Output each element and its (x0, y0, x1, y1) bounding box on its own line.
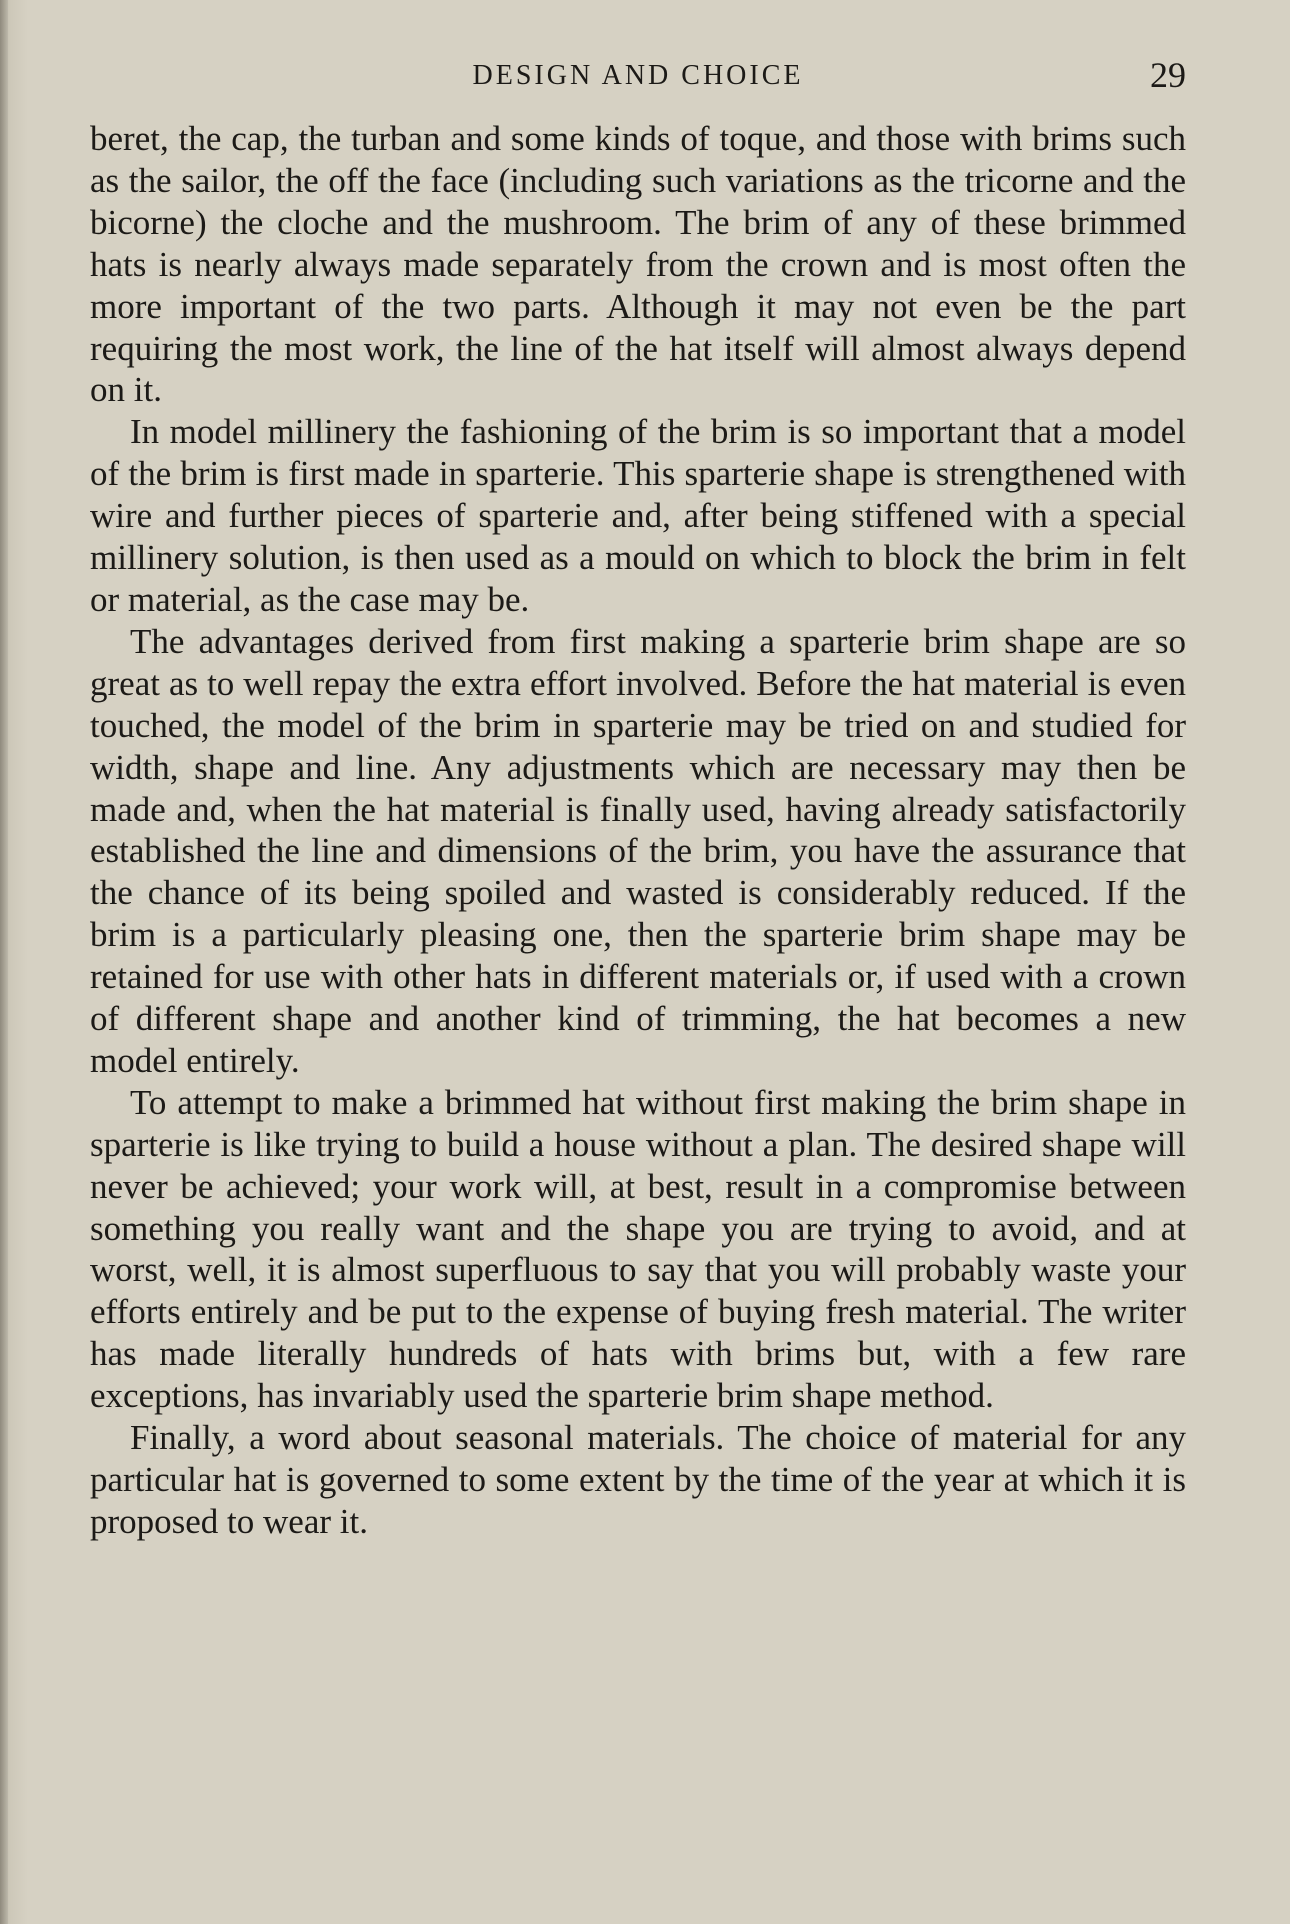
page-number: 29 (1150, 55, 1186, 95)
binding-edge (0, 0, 8, 1924)
paragraph: Finally, a word about seasonal materials. The choice of material for any particular hat is governed to some extent by the time of the year at which it is proposed to wear it. (90, 1418, 1186, 1541)
running-head (90, 54, 1186, 104)
body-text (90, 118, 1186, 1543)
paragraph: In model millinery the fashioning of the brim is so important that a model of the brim is first made in sparterie. This sparterie shape is strengthened with wire and further pieces of sparterie and, after being stiffened with a special millinery solution, is then used as a mould on which to block the brim in felt or material, as the case may be. (90, 412, 1186, 619)
paragraph: The advantages derived from first making a sparterie brim shape are so great as to well repay the extra effort involved. Before the hat material is even touched, the model of the brim in sparterie may be tried on and studied for width, shape and line. Any adjustments which are necessary may then be made and, when the hat material is finally used, having already satisfactorily established the line and dimensions of the brim, you have the assurance that the chance of its being spoiled and wasted is considerably reduced. If the brim is a particularly pleasing one, then the sparterie brim shape may be retained for use with other hats in different materials or, if used with a crown of different shape and another kind of trimming, the hat becomes a new model entirely. (90, 621, 1186, 1080)
running-title: DESIGN AND CHOICE (472, 60, 804, 91)
paragraph-continued: beret, the cap, the turban and some kinds of toque, and those with brims such as the sailor, the off the face (including such variations as the tricorne and the bicorne) the cloche and the mushroom. The brim of any of these brimmed hats is nearly always made separately from the crown and is most often the more important of the two parts. Although it may not even be the part requiring the most work, the line of the hat itself will almost always depend on it. (90, 119, 1186, 410)
paragraph: To attempt to make a brimmed hat without first making the brim shape in sparterie is like trying to build a house without a plan. The desired shape will never be achieved; your work will, at best, result in a compromise between something you really want and the shape you are trying to avoid, and at worst, well, it is almost superfluous to say that you will probably waste your efforts entirely and be put to the expense of buying fresh material. The writer has made literally hundreds of hats with brims but, with a few rare exceptions, has invariably used the sparterie brim shape method. (90, 1082, 1186, 1416)
